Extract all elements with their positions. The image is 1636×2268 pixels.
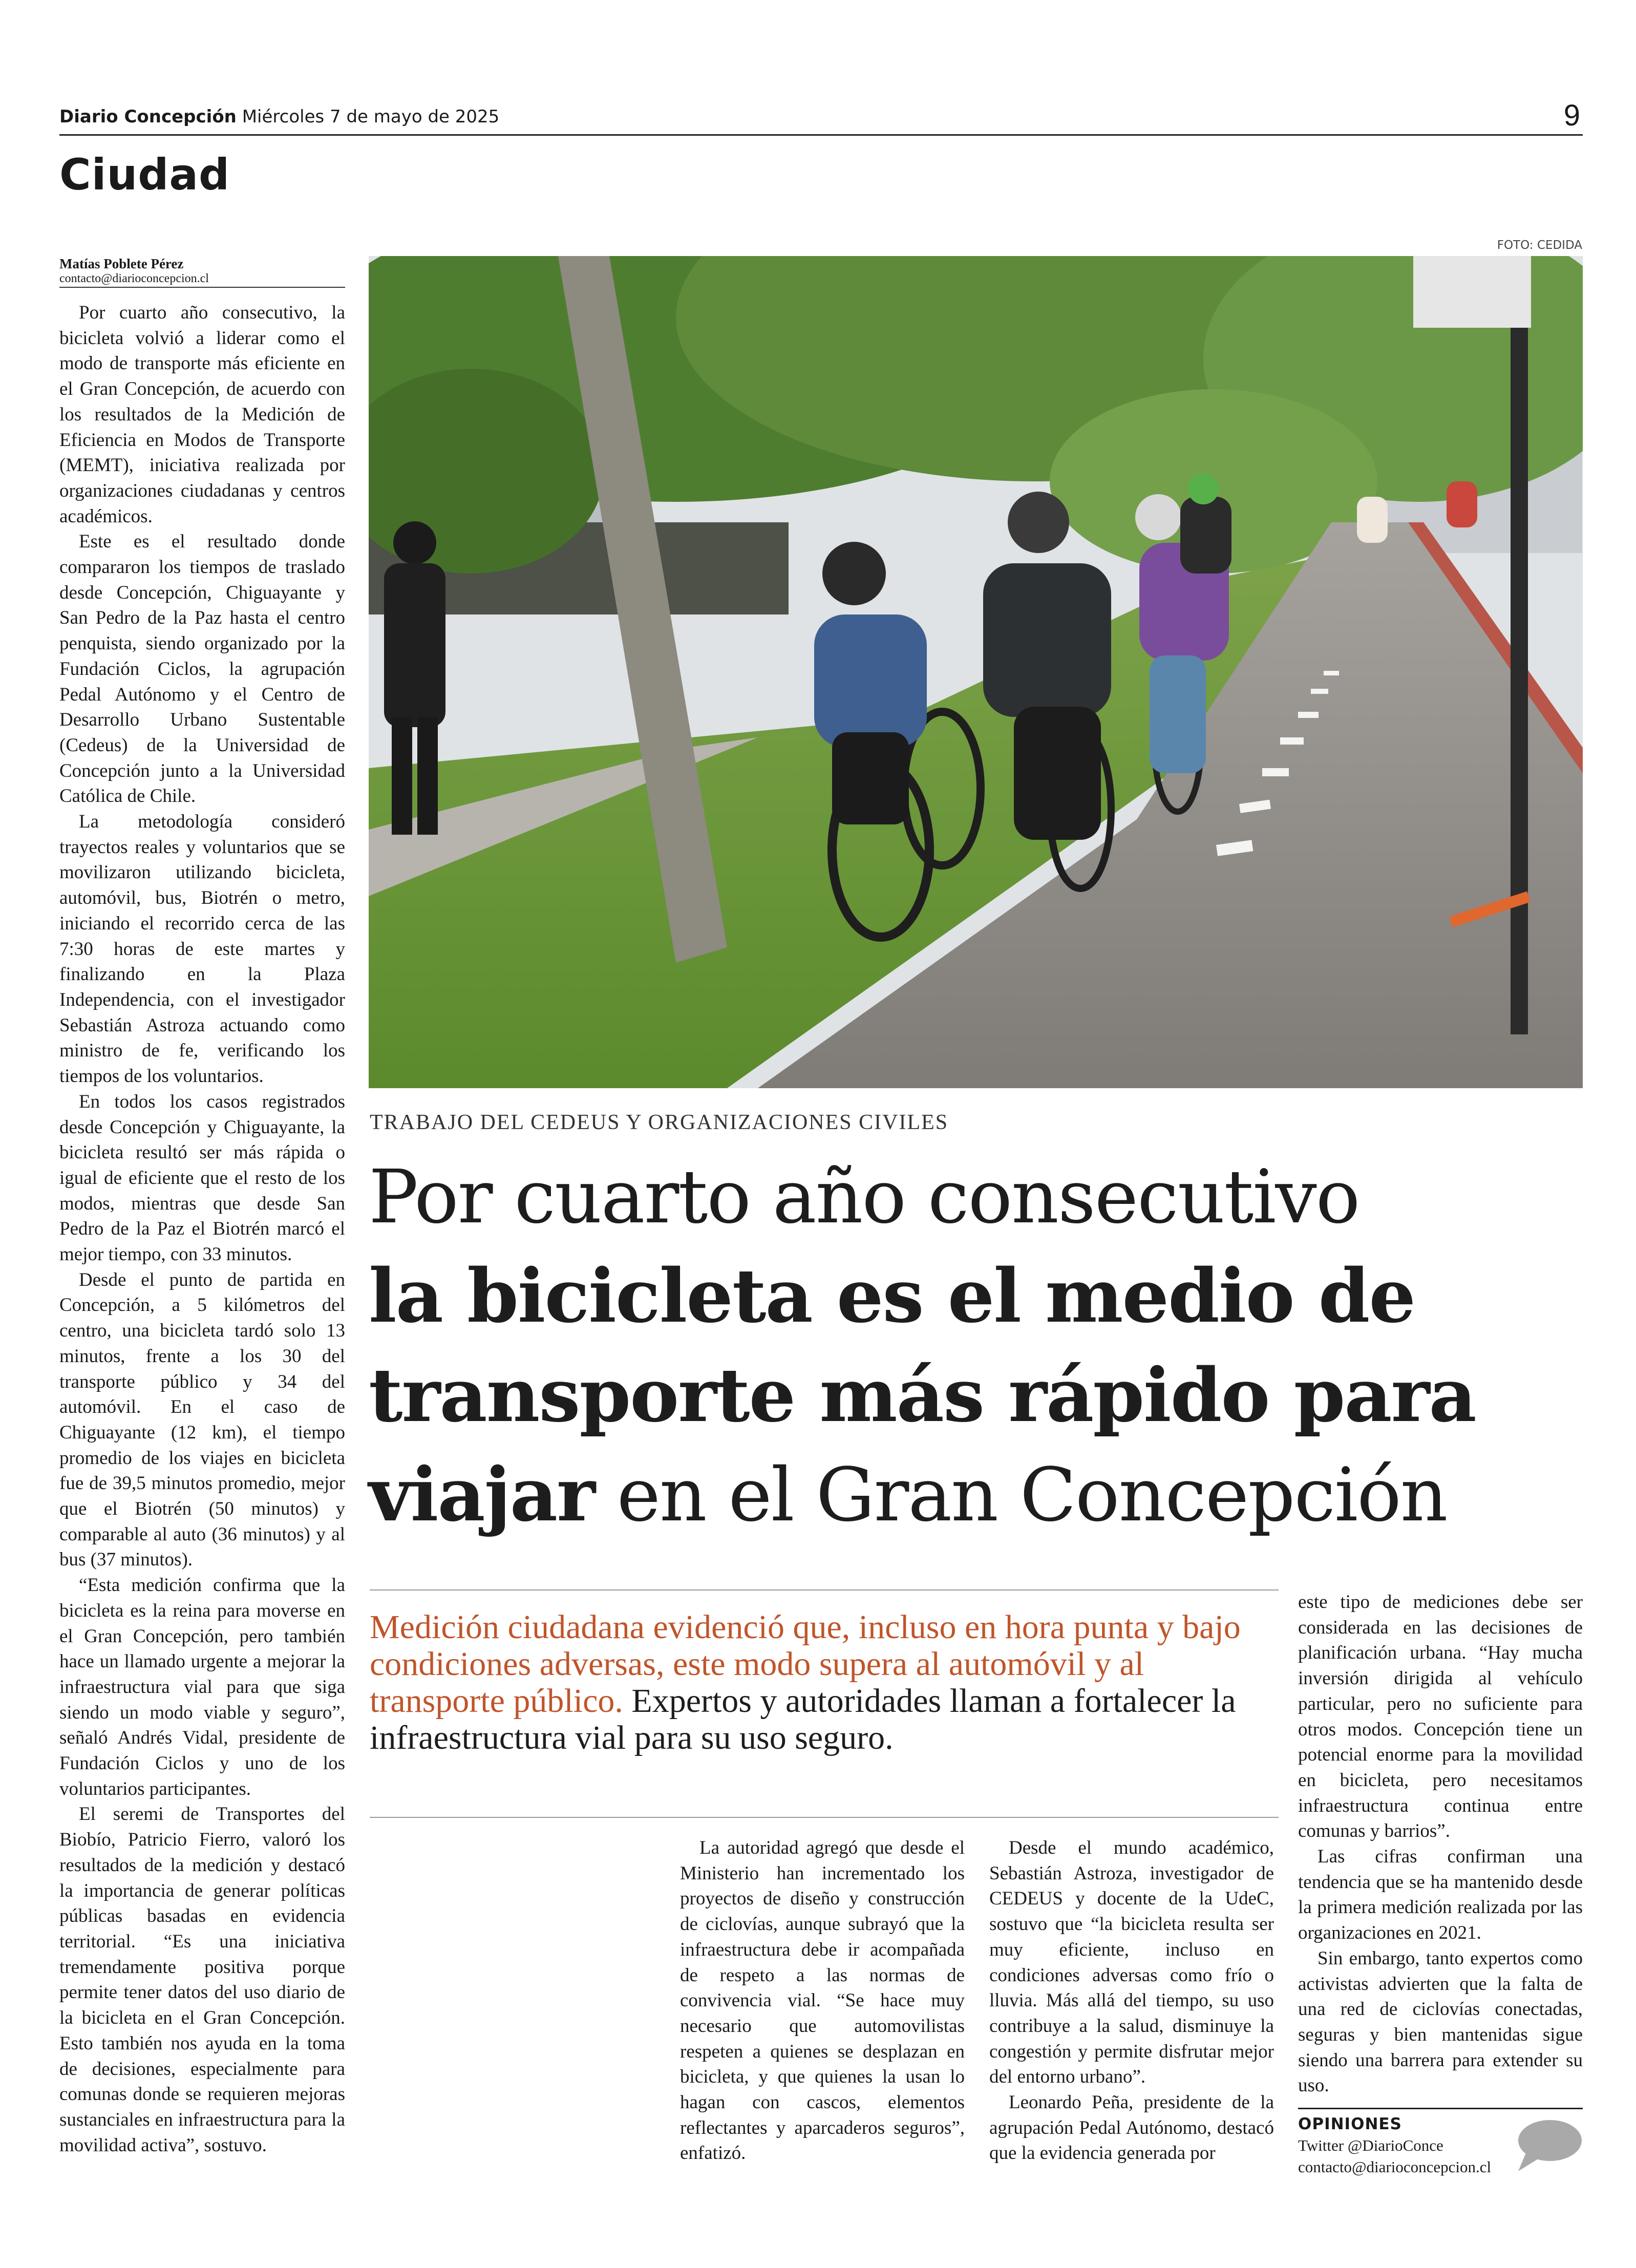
opinions-title: OPINIONES bbox=[1298, 2115, 1402, 2133]
deck-highlight: Medición ciudadana evidenció que, incluso en hora punta y bajo condiciones adversas, este modo supera al automóvil y al transporte público. bbox=[370, 1608, 1241, 1720]
masthead bbox=[59, 107, 1580, 137]
section-title: Ciudad bbox=[59, 150, 230, 200]
paragraph: Este es el resultado donde compararon los tiempos de traslado desde Concepción, Chiguayante y San Pedro de la Paz hasta el centro penquista, siendo organizado por la Fundación Ciclos, la agrupación Pedal Autónomo y el Centro de Desarrollo Urbano Sustentable (Cedeus) de la Universidad de Concepción junto a la Universidad Católica de Chile. bbox=[59, 531, 345, 807]
paragraph: Sin embargo, tanto expertos como activistas advierten que la falta de una red de ciclovías conectadas, seguras y bien mantenidas sigue siendo una barrera para extender su uso. bbox=[1298, 1947, 1583, 2096]
author-name: Matías Poblete Pérez bbox=[59, 256, 184, 271]
paragraph-continuation: este tipo de mediciones debe ser considerada en las decisiones de planificación urbana. “Hay mucha inversión dirigida al vehículo particular, pero no suficiente para otros modos. Concepción tiene un potencial enorme para la movilidad en bicicleta, pero necesitamos infraestructura continua entre comunas y barrios”. bbox=[1298, 1592, 1583, 1842]
byline-rule bbox=[59, 287, 345, 288]
page-number: 9 bbox=[1563, 99, 1580, 132]
opinions-email[interactable]: contacto@diarioconcepcion.cl bbox=[1298, 2158, 1492, 2176]
photo-credit: FOTO: CEDIDA bbox=[1497, 239, 1582, 252]
paragraph: En todos los casos registrados desde Concepción y Chiguayante, la bicicleta resultó ser más rápida o igual de eficiente que el resto de los modos, mientras que desde San Pedro de la Paz el Biotrén marcó el mejor tiempo, con 33 minutos. bbox=[59, 1091, 345, 1265]
deck-text: Expertos y autoridades llaman a fortalecer la infraestructura vial para su uso seguro. bbox=[370, 1682, 1236, 1756]
paragraph: Por cuarto año consecutivo, la bicicleta volvió a liderar como el modo de transporte más eficiente en el Gran Concepción, de acuerdo con los resultados de la Medición de Eficiencia en Modos de Transporte (MEMT), iniciativa realizada por organizaciones ciudadanas y centros académicos. bbox=[59, 302, 345, 527]
kicker: TRABAJO DEL CEDEUS Y ORGANIZACIONES CIVILES bbox=[370, 1111, 949, 1134]
deck-rule-bottom bbox=[370, 1817, 1279, 1818]
issue-date: Miércoles 7 de mayo de 2025 bbox=[242, 107, 500, 127]
article-column-mid-2 bbox=[989, 1835, 1274, 2166]
paragraph: Las cifras confirman una tendencia que se ha mantenido desde la primera medición realizada por las organizaciones en 2021. bbox=[1298, 1846, 1583, 1944]
article-column-mid-1 bbox=[680, 1835, 965, 2166]
opinions-twitter[interactable]: Twitter @DiarioConce bbox=[1298, 2136, 1443, 2154]
headline-line-4-light: en el Gran Concepción bbox=[594, 1452, 1447, 1538]
speech-bubble-icon bbox=[1511, 2118, 1583, 2174]
cyclists-photo bbox=[369, 256, 1583, 1088]
paragraph: El seremi de Transportes del Biobío, Patricio Fierro, valoró los resultados de la medición y destacó la importancia de generar políticas públicas basadas en evidencia territorial. “Es una iniciativa tremendamente positiva porque permite tener datos del uso diario de la bicicleta en el Gran Concepción. Esto también nos ayuda en la toma de decisiones, especialmente para comunas donde se requieren mejoras sustanciales en infraestructura para la movilidad activa”, sostuvo. bbox=[59, 1804, 345, 2156]
deck bbox=[370, 1609, 1276, 1756]
paragraph: La autoridad agregó que desde el Ministerio han incrementado los proyectos de diseño y construcción de ciclovías, aunque subrayó que la infraestructura debe ir acompañada de respeto a las normas de convivencia vial. “Se hace muy necesario que automovilistas respeten a quienes se desplazan en bicicleta, y que quienes la usan lo hagan con cascos, elementos reflectantes y aparcaderos seguros”, enfatizó. bbox=[680, 1837, 965, 2164]
cyclists-photo-illustration bbox=[369, 256, 1583, 1088]
paragraph: “Esta medición confirma que la bicicleta es la reina para moverse en el Gran Concepción, pero también hace un llamado urgente a mejorar la infraestructura vial para que siga siendo un modo viable y seguro”, señaló Andrés Vidal, presidente de Fundación Ciclos y uno de los voluntarios participantes. bbox=[59, 1575, 345, 1799]
author-email: contacto@diarioconcepcion.cl bbox=[59, 272, 209, 285]
headline bbox=[369, 1147, 1583, 1544]
opinions-rule bbox=[1298, 2108, 1583, 2109]
paragraph: Desde el punto de partida en Concepción, a 5 kilómetros del centro, una bicicleta tardó solo 13 minutos, frente a los 30 del transporte público y 34 del automóvil. En el caso de Chiguayante (12 km), el tiempo promedio de los viajes en bicicleta fue de 39,5 minutos promedio, mejor que el Biotrén (50 minutos) y comparable al auto (36 minutos) y al bus (37 minutos). bbox=[59, 1269, 345, 1571]
headline-line-1: Por cuarto año consecutivo bbox=[369, 1154, 1359, 1240]
paragraph: Desde el mundo académico, Sebastián Astroza, investigador de CEDEUS y docente de la UdeC, sostuvo que “la bicicleta resulta ser muy eficiente, incluso en condiciones adversas como frío o lluvia. Más allá del tiempo, su uso contribuye a la salud, disminuye la congestión y permite disfrutar mejor del entorno urbano”. bbox=[989, 1837, 1274, 2088]
paragraph: Leonardo Peña, presidente de la agrupación Pedal Autónomo, destacó que la evidencia generada por bbox=[989, 2092, 1274, 2164]
paper-name: Diario Concepción bbox=[59, 107, 237, 127]
masthead-rule bbox=[59, 134, 1583, 136]
deck-rule-top bbox=[370, 1589, 1279, 1591]
paragraph: La metodología consideró trayectos reales y voluntarios que se movilizaron utilizando bicicleta, automóvil, bus, Biotrén o metro, iniciando el recorrido cerca de las 7:30 horas de este martes y finalizando en la Plaza Independencia, con el investigador Sebastián Astroza actuando como ministro de fe, verificando los tiempos de los voluntarios. bbox=[59, 811, 345, 1087]
headline-line-4-bold: viajar bbox=[369, 1451, 594, 1538]
article-column-left bbox=[59, 300, 345, 2158]
byline bbox=[59, 256, 345, 286]
article-column-right bbox=[1298, 1589, 1583, 2099]
headline-line-2: la bicicleta es el medio de bbox=[369, 1253, 1415, 1339]
headline-line-3: transporte más rápido para bbox=[369, 1352, 1476, 1438]
